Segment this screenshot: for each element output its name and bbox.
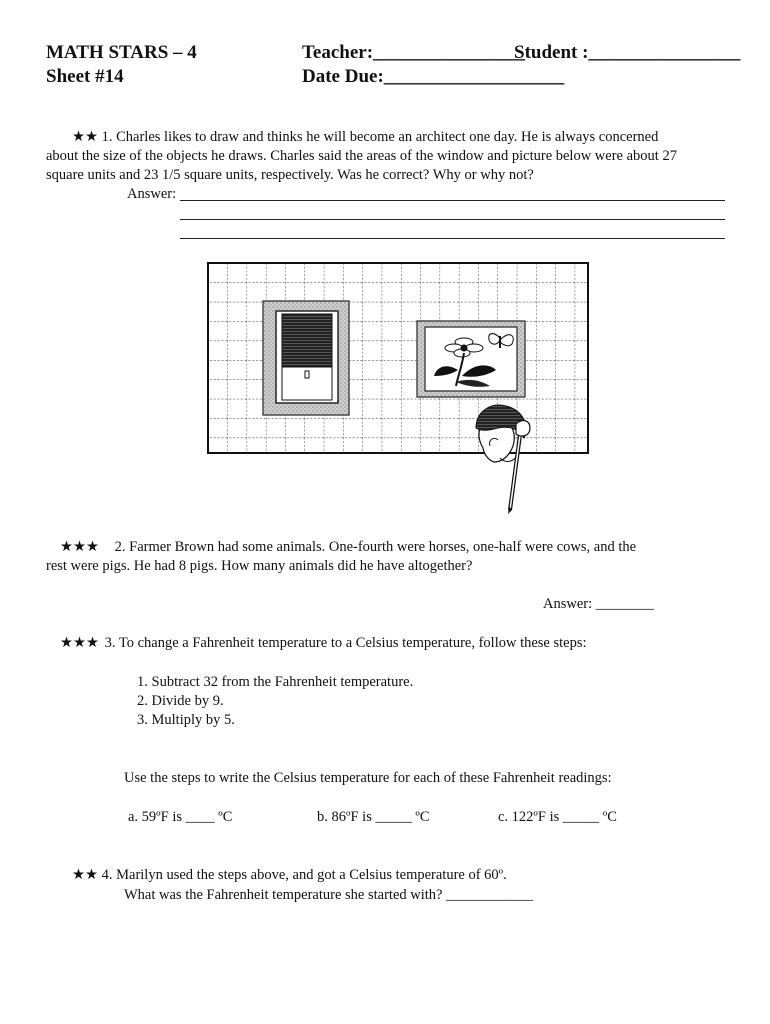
step-item: 2. Divide by 9. — [137, 693, 224, 709]
question-3b: b. 86ºF is _____ ºC — [317, 809, 430, 825]
grid-illustration — [200, 258, 600, 520]
question-4-line-2: What was the Fahrenheit temperature she started with? ____________ — [124, 887, 534, 903]
difficulty-stars: ★★ — [72, 867, 98, 883]
answer-line-2 — [180, 219, 725, 220]
student-field: Student :________________ — [514, 42, 741, 63]
worksheet-title: MATH STARS – 4 — [46, 42, 197, 63]
difficulty-stars: ★★★ — [60, 635, 99, 651]
question-3c: c. 122ºF is _____ ºC — [498, 809, 617, 825]
teacher-field: Teacher:________________ — [302, 42, 526, 63]
question-1-line-1: ★★ 1. Charles likes to draw and thinks he will become an architect one day. He is always concerned — [72, 129, 659, 145]
window-drawing — [263, 301, 349, 415]
question-4-line-1: ★★ 4. Marilyn used the steps above, and got a Celsius temperature of 60º. — [72, 867, 507, 883]
step-item: 3. Multiply by 5. — [137, 712, 235, 728]
difficulty-stars: ★★★ — [60, 539, 99, 555]
question-1-line-3: square units and 23 1/5 square units, respectively. Was he correct? Why or why not? — [46, 167, 534, 183]
conversion-steps-list — [137, 673, 413, 730]
answer-label: Answer: — [127, 186, 177, 202]
sheet-number: Sheet #14 — [46, 66, 124, 87]
picture-drawing — [417, 321, 525, 397]
answer-line-3 — [180, 238, 725, 239]
question-3-instruction: Use the steps to write the Celsius temperature for each of these Fahrenheit readings: — [124, 770, 612, 786]
date-due-field: Date Due:___________________ — [302, 66, 565, 87]
question-3-intro: ★★★ 3. To change a Fahrenheit temperature to a Celsius temperature, follow these steps: — [60, 635, 587, 651]
boy-with-pencil-drawing — [476, 405, 530, 514]
question-1-line-2: about the size of the objects he draws. Charles said the areas of the window and picture below were about 27 — [46, 148, 677, 164]
question-2-answer: Answer: ________ — [543, 596, 654, 612]
answer-line-1 — [180, 200, 725, 201]
question-2-line-2: rest were pigs. He had 8 pigs. How many animals did he have altogether? — [46, 558, 473, 574]
question-2-line-1: ★★★ 2. Farmer Brown had some animals. One-fourth were horses, one-half were cows, and the — [60, 539, 637, 555]
question-3a: a. 59ºF is ____ ºC — [128, 809, 233, 825]
difficulty-stars: ★★ — [72, 129, 98, 145]
step-item: 1. Subtract 32 from the Fahrenheit temperature. — [137, 674, 414, 690]
